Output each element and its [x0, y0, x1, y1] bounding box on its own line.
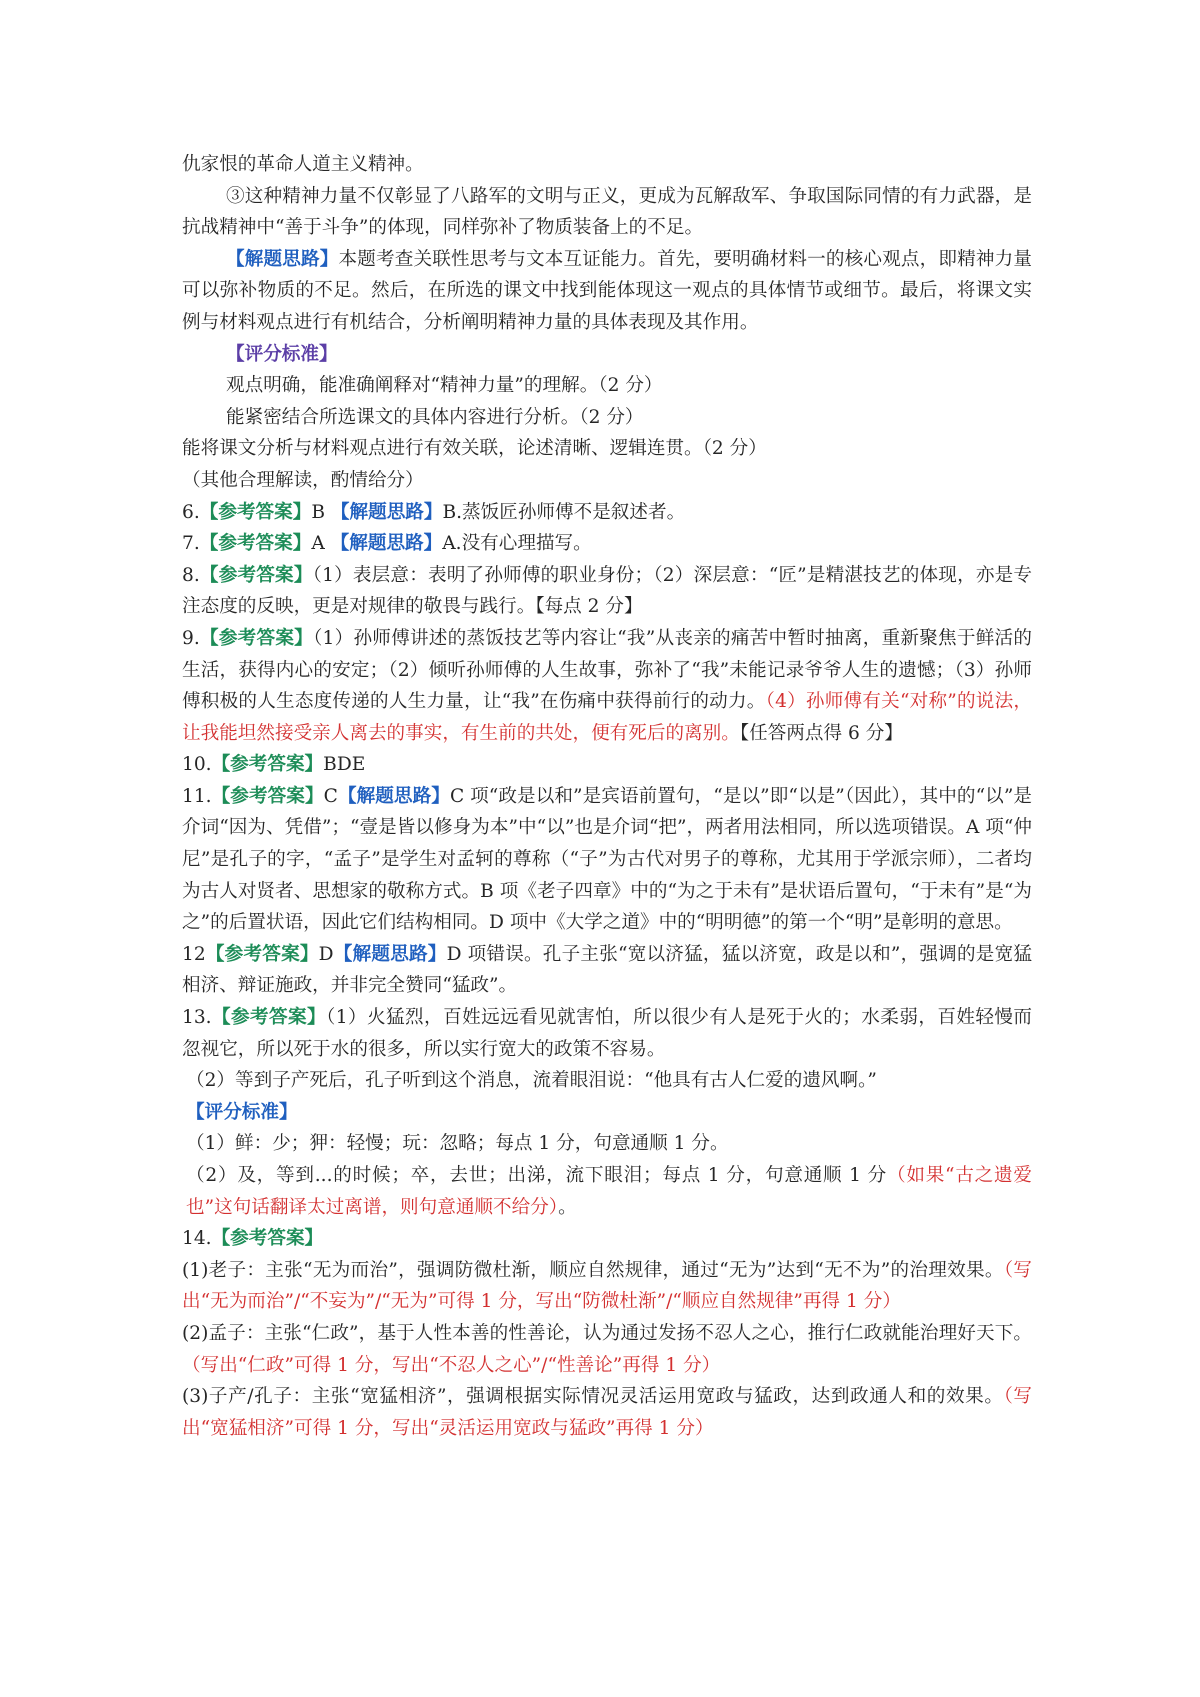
reference-answer-tag: 【参考答案】: [199, 501, 312, 523]
analysis-tag: 【解题思路】: [333, 943, 447, 965]
question-8: [182, 560, 1032, 623]
text: 。: [558, 1196, 577, 1218]
highlighted-text: （写出“宽猛相济”可得 1 分，写出“灵活运用宽政与猛政”再得 1 分）: [182, 1386, 1032, 1439]
answer: D: [318, 943, 334, 965]
answer: C: [323, 785, 338, 807]
reference-answer-tag: 【参考答案】: [211, 1007, 327, 1029]
reference-answer-tag: 【参考答案】: [211, 785, 324, 807]
text: （2）等到子产死后，孔子听到这个消息，流着眼泪说：“他具有古人仁爱的遗风啊。”: [186, 1070, 877, 1092]
question-14-item-1: [182, 1255, 1032, 1318]
grading-item-2: [182, 402, 1032, 434]
reference-answer-tag: 【参考答案】: [199, 627, 314, 649]
question-13-grading-1: [182, 1128, 1032, 1160]
paragraph-point-3: [182, 181, 1032, 244]
text: （其他合理解读，酌情给分）: [182, 469, 424, 491]
question-14: [182, 1223, 1032, 1255]
grading-note: [182, 465, 1032, 497]
paragraph-grading-heading: [182, 339, 1032, 371]
text: （1）孙师傅讲述的蒸饭技艺等内容让“我”从丧亲的痛苦中暂时抽离，重新聚焦于鲜活的生活，获得内心的安定；（2）倾听孙师傅的人生故事，弥补了“我”未能记录爷爷人生的遗憾；（3）孙师傅积极的人生态度传递的人生力量，让“我”在伤痛中获得前行的动力。: [182, 627, 1032, 713]
reference-answer-tag: 【参考答案】: [211, 1228, 324, 1250]
question-7: [182, 528, 1032, 560]
grading-item-1: [182, 370, 1032, 402]
answer: B: [311, 501, 331, 523]
question-number: 11.: [182, 785, 212, 807]
question-number: 8.: [182, 564, 200, 586]
reference-answer-tag: 【参考答案】: [199, 564, 313, 586]
reference-answer-tag: 【参考答案】: [199, 533, 312, 555]
highlighted-text: （写出“无为而治”/“不妄为”/“无为”可得 1 分，写出“防微杜渐”/“顺应自然规律”再得 1 分）: [182, 1259, 1033, 1313]
text: （1）火猛烈，百姓远远看见就害怕，所以很少有人是死于火的；水柔弱，百姓轻慢而忽视它，所以死于水的很多，所以实行宽大的政策不容易。: [182, 1007, 1032, 1060]
paragraph-analysis: [182, 244, 1032, 339]
question-13-part-2: [182, 1065, 1032, 1097]
question-6: [182, 497, 1032, 529]
question-14-item-3: [182, 1381, 1032, 1444]
question-13: [182, 1002, 1032, 1065]
highlighted-text: （写出“仁政”可得 1 分，写出“不忍人之心”/“性善论”再得 1 分）: [182, 1354, 721, 1376]
text: （1）表层意：表明了孙师傅的职业身份；（2）深层意：“匠”是精湛技艺的体现，亦是专注态度的反映，更是对规律的敬畏与践行。【每点 2 分】: [182, 564, 1032, 618]
text: C 项“政是以和”是宾语前置句，“是以”即“以是”（因此），其中的“以”是介词“因为、凭借”；“壹是皆以修身为本”中“以”也是介词“把”，两者用法相同，所以选项错误。A 项“仲尼”是孔子的字，“孟子”是学生对孟轲的尊称（“子”为古代对男子的尊称，尤其用于学派宗师），二者均为古人对贤者、思想家的敬称方式。B 项《老子四章》中的“为之于未有”是状语后置句，“于未有”是“为之”的后置状语，因此它们结构相同。D 项中《大学之道》中的“明明德”的第一个“明”是彰明的意思。: [182, 785, 1032, 934]
question-number: 14.: [182, 1228, 212, 1250]
document-body: [182, 149, 1032, 1444]
question-number: 9.: [182, 627, 200, 649]
question-number: 6.: [182, 501, 200, 523]
answer: BDE: [323, 754, 366, 776]
question-10: [182, 749, 1032, 781]
question-number: 7.: [182, 533, 200, 555]
paragraph-continuation: [182, 149, 1032, 181]
text: ③这种精神力量不仅彰显了八路军的文明与正义，更成为瓦解敌军、争取国际同情的有力武器，是抗战精神中“善于斗争”的体现，同样弥补了物质装备上的不足。: [182, 185, 1032, 239]
answer: A: [311, 533, 331, 555]
question-14-item-2: [182, 1318, 1032, 1381]
highlighted-text: （如果“古之遗爱也”这句话翻译太过离谱，则句意通顺不给分）: [186, 1165, 1032, 1218]
text: 能紧密结合所选课文的具体内容进行分析。（2 分）: [226, 406, 644, 428]
question-13-grading-2: [182, 1160, 1032, 1223]
text: (1)老子：主张“无为而治”，强调防微杜渐，顺应自然规律，通过“无为”达到“无不为”的治理效果。: [182, 1259, 1004, 1281]
analysis-tag: 【解题思路】: [330, 533, 443, 555]
scoring-note: 【任答两点得 6 分】: [739, 722, 903, 744]
question-number: 10.: [182, 754, 212, 776]
reference-answer-tag: 【参考答案】: [205, 943, 319, 965]
question-number: 12: [182, 943, 206, 965]
grading-tag: 【评分标准】: [186, 1101, 298, 1123]
question-13-grading-heading: [182, 1097, 1032, 1129]
grading-item-3: [182, 433, 1032, 465]
text: （2）及，等到...的时候；卒，去世；出涕，流下眼泪；每点 1 分，句意通顺 1 分: [186, 1165, 887, 1186]
text: A.没有心理描写。: [442, 533, 592, 555]
text: B.蒸饭匠孙师傅不是叙述者。: [442, 501, 686, 523]
question-9: [182, 623, 1032, 749]
highlighted-text: （4）孙师傅有关“对称”的说法，让我能坦然接受亲人离去的事实，有生前的共处，便有死后的离别。: [182, 691, 1033, 744]
text: 本题考查关联性思考与文本互证能力。首先，要明确材料一的核心观点，即精神力量可以弥补物质的不足。然后，在所选的课文中找到能体现这一观点的具体情节或细节。最后，将课文实例与材料观点进行有机结合，分析阐明精神力量的具体表现及其作用。: [182, 248, 1032, 333]
analysis-tag: 【解题思路】: [337, 785, 450, 807]
text: （1）鲜：少；狎：轻慢；玩：忽略；每点 1 分，句意通顺 1 分。: [186, 1133, 729, 1155]
analysis-tag: 【解题思路】: [330, 501, 443, 523]
text: (2)孟子：主张“仁政”，基于人性本善的性善论，认为通过发扬不忍人之心，推行仁政就能治理好天下。: [182, 1322, 1032, 1344]
text: 观点明确，能准确阐释对“精神力量”的理解。（2 分）: [226, 375, 663, 397]
reference-answer-tag: 【参考答案】: [211, 754, 324, 776]
text: D 项错误。孔子主张“宽以济猛，猛以济宽，政是以和”，强调的是宽猛相济、辩证施政，并非完全赞同“猛政”。: [182, 943, 1032, 997]
text: 能将课文分析与材料观点进行有效关联，论述清晰、逻辑连贯。（2 分）: [182, 438, 767, 460]
question-number: 13.: [182, 1007, 212, 1029]
analysis-tag: 【解题思路】: [226, 248, 339, 270]
text: 仇家恨的革命人道主义精神。: [182, 154, 424, 175]
question-12: [182, 939, 1032, 1002]
question-11: [182, 781, 1032, 939]
grading-tag: 【评分标准】: [226, 343, 338, 365]
text: (3)子产/孔子：主张“宽猛相济”，强调根据实际情况灵活运用宽政与猛政，达到政通人和的效果。: [182, 1386, 1004, 1408]
